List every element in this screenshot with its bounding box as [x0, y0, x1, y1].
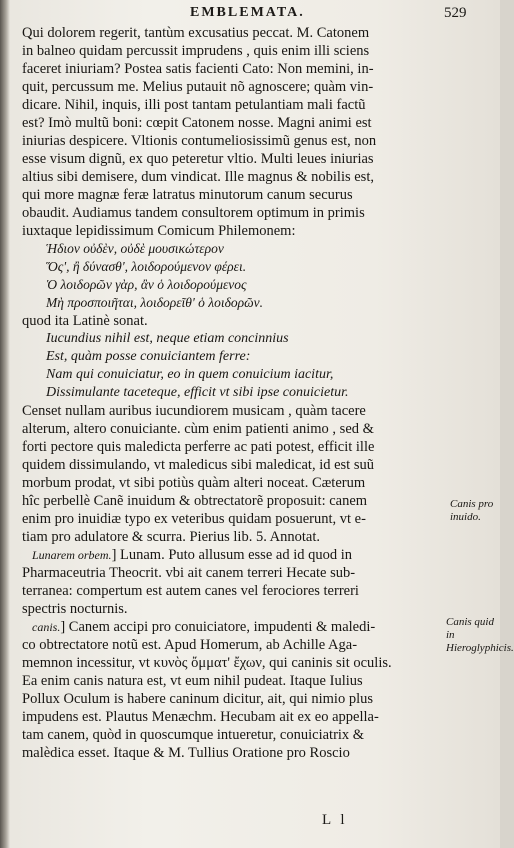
text-line: in balneo quidam percussit imprudens , quis enim illi sciens [22, 43, 370, 59]
text-line: altius sibi demisere, dum vindicat. Ille magnus & nobilis est, [22, 169, 374, 185]
latin-verse-line: Est, quàm posse conuiciantem ferre: [46, 349, 251, 364]
text-line: faceret iniuriam? Postea satis facienti Cato: Non memini, in- [22, 61, 374, 77]
text-line: iuxtaque lepidissimum Comicum Philemonem: [22, 223, 296, 239]
text-line: qui more magnæ feræ latratus minutorum canum securus [22, 187, 353, 203]
text-line: co obtrectatore notũ est. Apud Homerum, ab Achille Aga- [22, 637, 358, 653]
latin-intro-line: quod ita Latinè sonat. [22, 313, 148, 329]
greek-verse-line: Μὴ προσποιῆται, λοιδορεῖθ' ὁ λοιδορῶν. [46, 295, 264, 310]
text-line: Pharmaceutria Theocrit. vbi ait canem terreri Hecate sub- [22, 565, 356, 581]
text-line: Pollux Oculum is habere caninum dicitur, ait, qui nimio plus [22, 691, 373, 707]
annotation-text: ] Canem accipi pro conuiciatore, impudenti & maledi- [60, 619, 376, 635]
margin-note-canis-hieroglyphicis: Canis quid in Hieroglyphicis. [446, 616, 514, 654]
annotation-text: ] Lunam. Puto allusum esse ad id quod in [111, 547, 352, 563]
text-body [22, 24, 442, 762]
lemma-label: Lunarem orbem. [32, 548, 112, 562]
signature-mark: L l [322, 812, 348, 828]
text-line: memnon incessitur, vt κυνὸς ὄμματ' ἔχων, qui caninis sit oculis. [22, 655, 392, 671]
text-line: enim pro inuidiæ typo ex veteribus quidam posuerunt, vt e- [22, 511, 366, 527]
text-line: Censet nullam auribus iucundiorem musicam , quàm tacere [22, 403, 366, 419]
text-line: tiam pro adulatore & scurra. Pierius lib. 5. Annotat. [22, 529, 320, 545]
text-line: malèdica esset. Itaque & M. Tullius Oratione pro Roscio [22, 745, 350, 761]
running-head: EMBLEMATA. [190, 5, 305, 20]
text-line: morbum prodat, vt sibi potiùs quàm alteri noceat. Cæterum [22, 475, 366, 491]
text-line: terranea: compertum est autem canes vel ferociores terreri [22, 583, 359, 599]
page-gutter-shadow [0, 0, 10, 848]
text-line: est? Imò multũ boni: cœpit Catonem nosse. Magni animi est [22, 115, 372, 131]
text-line: dicare. Nihil, inquis, illi post tantam petulantiam mali factũ [22, 97, 366, 113]
page-number: 529 [444, 5, 467, 21]
text-line: quidem dissimulando, vt maledicus sibi maledicat, id est suũ [22, 457, 374, 473]
lemma-label: canis. [32, 620, 61, 634]
text-line: obaudit. Audiamus tandem consultorem optimum in primis [22, 205, 365, 221]
text-line: impudens est. Plautus Menæchm. Hecubam ait ex eo appella- [22, 709, 379, 725]
text-line: quit, percussum me. Melius putauit nõ agnoscere; quàm vin- [22, 79, 374, 95]
greek-verse-line: Ὅς', ἢ δύνασθ', λοιδορούμενον φέρει. [46, 259, 247, 274]
latin-verse-line: Nam qui conuiciatur, eo in quem conuicium iacitur, [46, 367, 334, 382]
text-line: spectris nocturnis. [22, 601, 128, 617]
latin-verse-line: Iucundius nihil est, neque etiam concinnius [46, 331, 289, 346]
margin-note-canis-inuido: Canis pro inuido. [450, 498, 494, 523]
page-header [0, 3, 500, 25]
text-line: hîc perbellè Canẽ inuidum & obtrectatorẽ proposuit: canem [22, 493, 368, 509]
latin-verse-line: Dissimulante taceteque, efficit vt sibi ipse conuicietur. [46, 385, 349, 400]
greek-verse-line: Ἡδιον οὐδὲν, οὐδὲ μουσικώτερον [46, 241, 224, 256]
text-line: alterum, altero conuiciante. cùm enim patienti animo , sed & [22, 421, 374, 437]
text-line: Ea enim canis natura est, vt eum nihil pudeat. Itaque Iulius [22, 673, 363, 689]
annotation-line [22, 546, 442, 564]
text-line: iniurias despicere. Vltionis contumeliosissimũ genus est, non [22, 133, 377, 149]
text-line: forti pectore quis maledicta perferre ac pati potest, efficit ille [22, 439, 375, 455]
text-line: esse visum dignũ, ex quo peteretur vltio. Multi leues iniurias [22, 151, 374, 167]
text-line: tam canem, quòd in quoscumque intueretur, conuiciatrix & [22, 727, 365, 743]
annotation-line [22, 618, 442, 636]
greek-verse-line: Ὁ λοιδορῶν γὰρ, ἂν ὁ λοιδορούμενος [46, 277, 247, 292]
text-line: Qui dolorem regerit, tantùm excusatius peccat. M. Catonem [22, 25, 370, 41]
